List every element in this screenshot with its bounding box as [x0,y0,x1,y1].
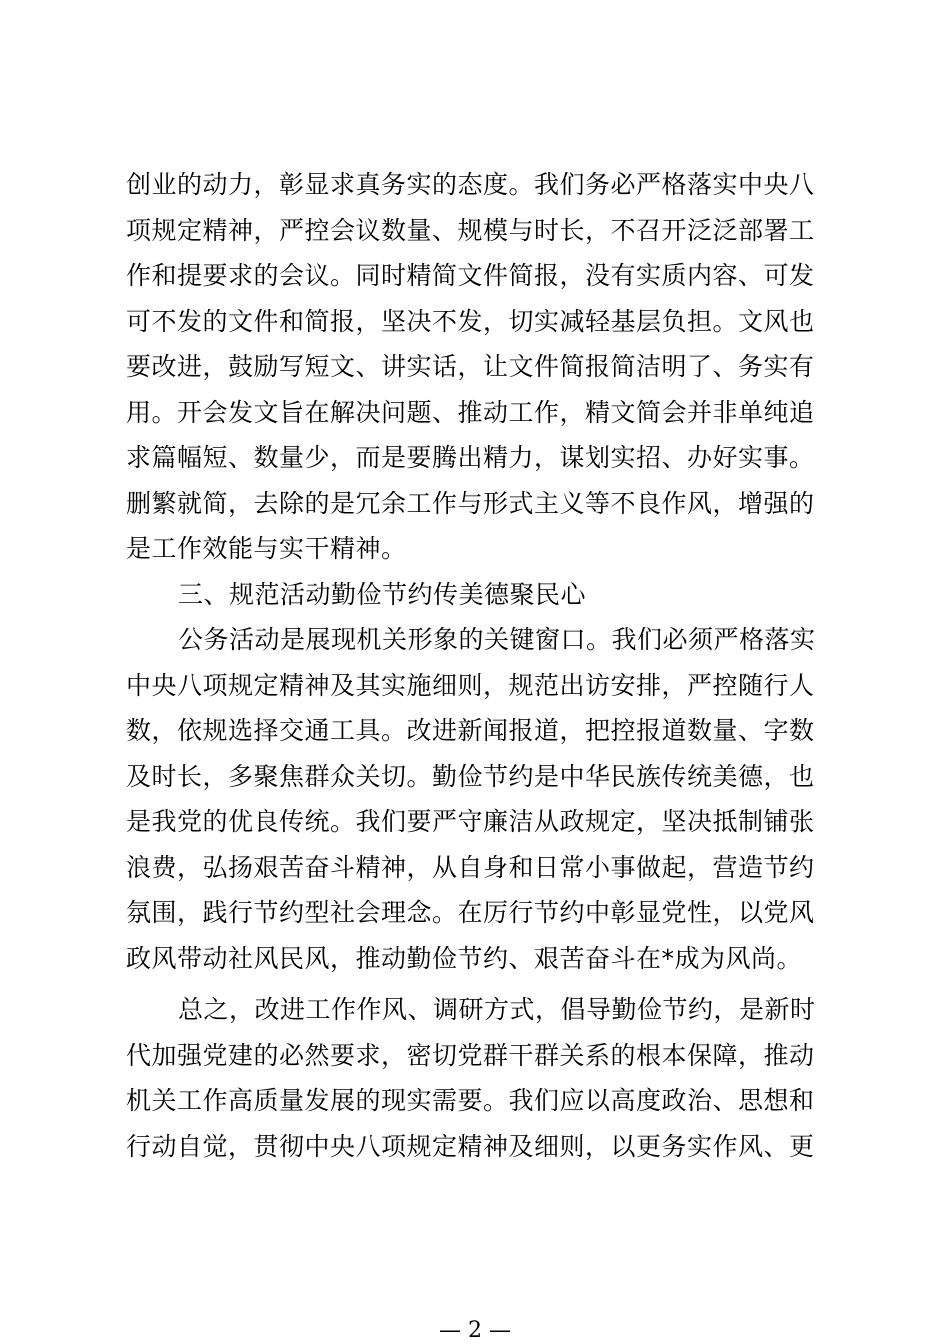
paragraph-line: 总之，改进工作作风、调研方式，倡导勤俭节约，是新时 [178,995,816,1024]
paragraph-line: 及时长，多聚焦群众关切。勤俭节约是中华民族传统美德，也 [126,761,815,791]
paragraph-1 [126,162,826,572]
section-heading [126,572,826,618]
page-number: — 2 — [439,1318,511,1343]
paragraph-3 [126,987,826,1169]
paragraph-line: 是我党的优良传统。我们要严守廉洁从政规定，坚决抵制铺张 [126,807,815,836]
section-heading-text: 三、规范活动勤俭节约传美德聚民心 [178,579,587,609]
document-body [126,162,826,1169]
paragraph-line: 创业的动力，彰显求真务实的态度。我们务必严格落实中央八 [126,170,815,199]
paragraph-line: 删繁就简，去除的是冗余工作与形式主义等不良作风，增强的 [126,488,815,518]
paragraph-line: 要改进，鼓励写短文、讲实话，让文件简报简洁明了、务实有 [126,352,815,381]
paragraph-line: 机关工作高质量发展的现实需要。我们应以高度政治、思想和 [126,1086,815,1115]
paragraph-line: 可不发的文件和简报，坚决不发，切实减轻基层负担。文风也 [126,306,815,336]
paragraph-line: 氛围，践行节约型社会理念。在厉行节约中彰显党性，以党风 [126,898,815,927]
paragraph-line: 政风带动社风民风，推动勤俭节约、艰苦奋斗在*成为风尚。 [126,943,803,973]
paragraph-line: 求篇幅短、数量少，而是要腾出精力，谋划实招、办好实事。 [126,443,815,472]
paragraph-line: 数，依规选择交通工具。改进新闻报道，把控报道数量、字数 [126,716,815,745]
paragraph-2 [126,617,826,981]
paragraph-line: 项规定精神，严控会议数量、规模与时长，不召开泛泛部署工 [126,215,815,245]
paragraph-line: 用。开会发文旨在解决问题、推动工作，精文简会并非单纯追 [126,397,815,427]
paragraph-line: 代加强党建的必然要求，密切党群干群关系的根本保障，推动 [126,1040,815,1070]
paragraph-line: 公务活动是展现机关形象的关键窗口。我们必须严格落实 [178,625,816,654]
paragraph-line: 浪费，弘扬艰苦奋斗精神，从自身和日常小事做起，营造节约 [126,852,815,882]
paragraph-line: 作和提要求的会议。同时精简文件简报，没有实质内容、可发 [126,261,815,290]
paragraph-line: 行动自觉，贯彻中央八项规定精神及细则，以更务实作风、更 [126,1131,815,1161]
paragraph-line: 是工作效能与实干精神。 [126,534,407,563]
paragraph-line: 中央八项规定精神及其实施细则，规范出访安排，严控随行人 [126,670,815,700]
